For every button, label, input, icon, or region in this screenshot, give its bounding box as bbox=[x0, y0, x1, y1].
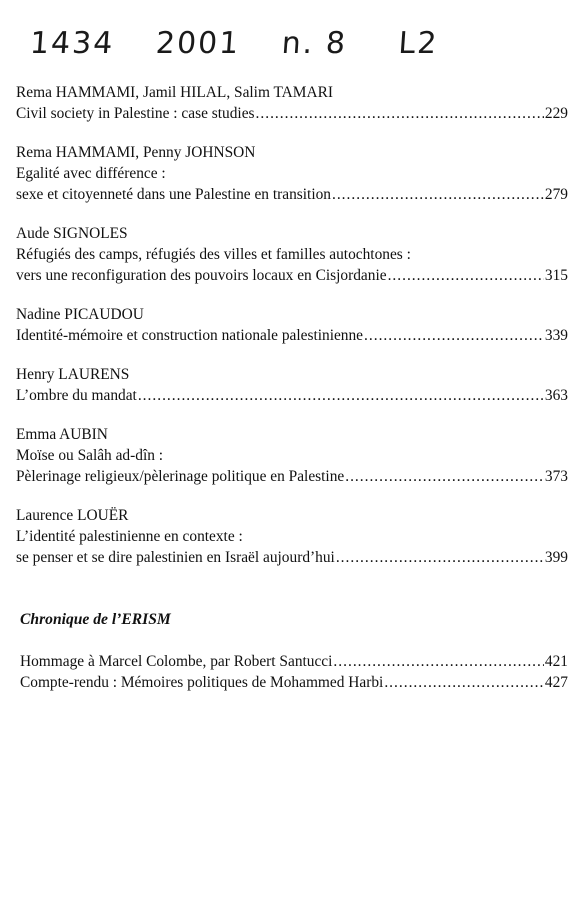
chronique-list bbox=[20, 651, 568, 693]
toc-entry bbox=[16, 142, 568, 205]
dot-leader bbox=[256, 103, 544, 124]
entry-author: Rema HAMMAMI, Jamil HILAL, Salim TAMARI bbox=[16, 84, 333, 101]
dot-leader bbox=[388, 265, 544, 286]
section-title-chronique: Chronique de l’ERISM bbox=[20, 611, 171, 628]
toc-entry bbox=[16, 424, 568, 487]
page-number: 421 bbox=[544, 653, 568, 670]
entry-title-row bbox=[16, 466, 568, 487]
dot-leader bbox=[138, 385, 544, 406]
handwritten-issue: n. 8 bbox=[280, 26, 349, 61]
dot-leader bbox=[332, 184, 544, 205]
chronique-item-title: Compte-rendu : Mémoires politiques de Mohammed Harbi bbox=[20, 674, 384, 691]
page-number: 399 bbox=[544, 549, 568, 566]
entry-title-line: Réfugiés des camps, réfugiés des villes et familles autochtones : bbox=[16, 246, 411, 263]
entry-author: Henry LAURENS bbox=[16, 366, 130, 383]
handwritten-reference bbox=[29, 26, 470, 61]
toc-entry bbox=[16, 364, 568, 406]
entry-title-line: L’identité palestinienne en contexte : bbox=[16, 528, 243, 545]
dot-leader bbox=[364, 325, 544, 346]
entry-title: Pèlerinage religieux/pèlerinage politique en Palestine bbox=[16, 468, 345, 485]
entry-title-line: Egalité avec différence : bbox=[16, 165, 166, 182]
entry-title-row bbox=[16, 265, 568, 286]
entry-title: Identité-mémoire et construction nationale palestinienne bbox=[16, 327, 364, 344]
toc-entry bbox=[16, 505, 568, 568]
entry-author: Laurence LOUËR bbox=[16, 507, 129, 524]
handwritten-number: 1434 bbox=[28, 26, 116, 61]
entry-author: Nadine PICAUDOU bbox=[16, 306, 144, 323]
page-number: 279 bbox=[544, 186, 568, 203]
handwritten-code: L2 bbox=[397, 26, 440, 61]
chronique-item bbox=[20, 672, 568, 693]
chronique-item bbox=[20, 651, 568, 672]
entry-author: Aude SIGNOLES bbox=[16, 225, 128, 242]
page-number: 229 bbox=[544, 105, 568, 122]
entry-title: sexe et citoyenneté dans une Palestine en transition bbox=[16, 186, 331, 203]
dot-leader bbox=[333, 651, 543, 672]
table-of-contents bbox=[16, 82, 568, 586]
entry-title-row bbox=[16, 547, 568, 568]
toc-entry bbox=[16, 223, 568, 286]
page-number: 427 bbox=[544, 674, 568, 691]
page-number: 373 bbox=[544, 468, 568, 485]
handwritten-year: 2001 bbox=[154, 26, 242, 61]
entry-title: se penser et se dire palestinien en Israël aujourd’hui bbox=[16, 549, 335, 566]
dot-leader bbox=[384, 672, 544, 693]
entry-author: Rema HAMMAMI, Penny JOHNSON bbox=[16, 144, 256, 161]
entry-title-line: Moïse ou Salâh ad-dîn : bbox=[16, 447, 164, 464]
entry-title-row bbox=[16, 184, 568, 205]
toc-entry bbox=[16, 304, 568, 346]
page-number: 339 bbox=[544, 327, 568, 344]
dot-leader bbox=[345, 466, 544, 487]
dot-leader bbox=[336, 547, 544, 568]
entry-title-row bbox=[16, 385, 568, 406]
page-number: 363 bbox=[544, 387, 568, 404]
entry-title: vers une reconfiguration des pouvoirs locaux en Cisjordanie bbox=[16, 267, 387, 284]
entry-title: L’ombre du mandat bbox=[16, 387, 137, 404]
entry-title-row bbox=[16, 103, 568, 124]
entry-title-row bbox=[16, 325, 568, 346]
chronique-item-title: Hommage à Marcel Colombe, par Robert Santucci bbox=[20, 653, 333, 670]
entry-title: Civil society in Palestine : case studies bbox=[16, 105, 255, 122]
entry-author: Emma AUBIN bbox=[16, 426, 108, 443]
page-number: 315 bbox=[544, 267, 568, 284]
toc-entry bbox=[16, 82, 568, 124]
